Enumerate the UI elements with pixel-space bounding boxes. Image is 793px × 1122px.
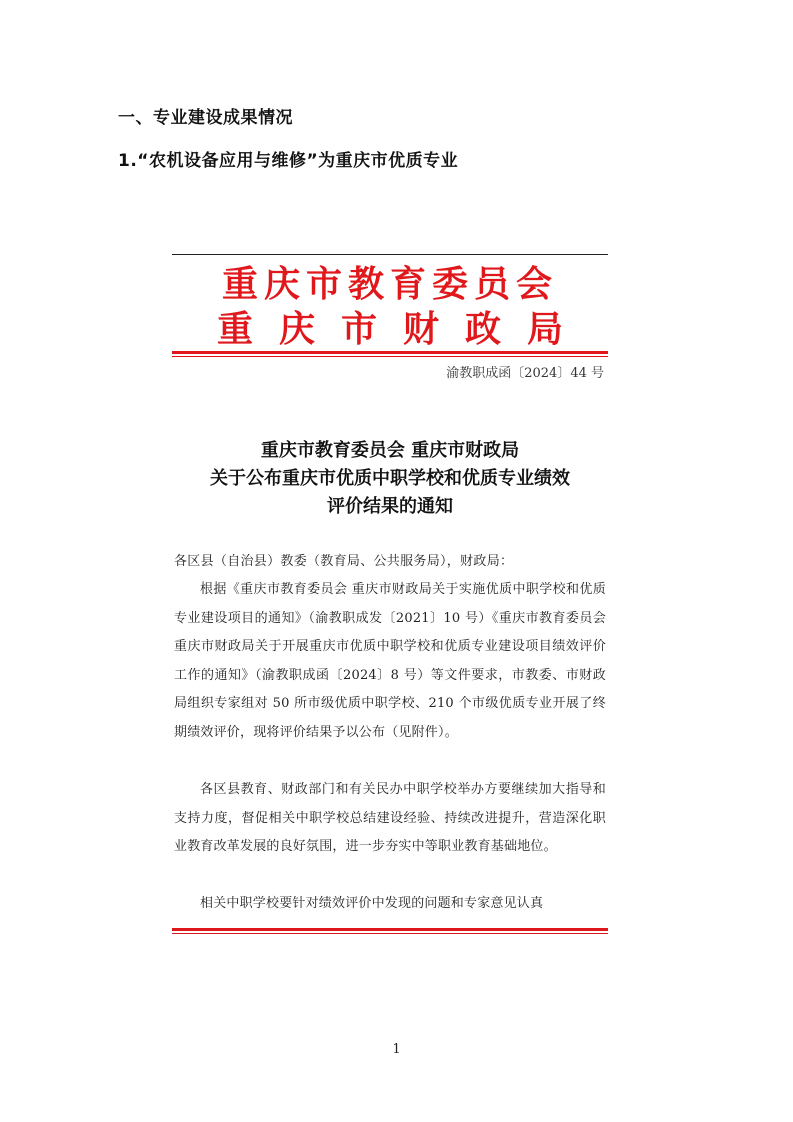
section-heading: 一、专业建设成果情况 bbox=[118, 108, 293, 128]
bottom-red-line-thick bbox=[172, 928, 608, 931]
salutation: 各区县（自治县）教委（教育局、公共服务局），财政局： bbox=[174, 554, 514, 569]
bottom-red-line-thin bbox=[172, 933, 608, 934]
embedded-document-image bbox=[172, 254, 608, 936]
document-number: 渝教职成函〔2024〕44 号 bbox=[446, 366, 604, 381]
paragraph-1: 根据《重庆市教育委员会 重庆市财政局关于实施优质中职学校和优质专业建设项目的通知》（渝教职成发〔2021〕10 号）《重庆市教育委员会 重庆市财政局关于开展重庆市优质中职学校和优质专业建设项目绩效评价工作的通知》（渝教职成函〔2024〕8 号）等文件要求，市教委、市财政局组织专家组对 50 所市级优质中职学校、210 个市级优质专业开展了终期绩效评价，现将评价结果予以公布（见附件）。 bbox=[174, 582, 606, 740]
notice-title-line-3: 评价结果的通知 bbox=[327, 496, 453, 517]
paragraph-3: 相关中职学校要针对绩效评价中发现的问题和专家意见认真 bbox=[200, 896, 544, 911]
issuer-line-2: 重庆市财政局 bbox=[216, 308, 589, 350]
top-rule bbox=[172, 254, 608, 255]
red-divider-thin bbox=[172, 356, 608, 357]
page-number: 1 bbox=[392, 1042, 401, 1057]
notice-title-line-1: 重庆市教育委员会 重庆市财政局 bbox=[260, 440, 520, 461]
issuer-line-1: 重庆市教育委员会 bbox=[221, 263, 558, 305]
paragraph-2: 各区县教育、财政部门和有关民办中职学校举办方要继续加大指导和支持力度，督促相关中职学校总结建设经验、持续改进提升，营造深化职业教育改革发展的良好氛围，进一步夯实中等职业教育基础地位。 bbox=[174, 782, 606, 855]
subsection-heading: 1.“农机设备应用与维修”为重庆市优质专业 bbox=[118, 151, 459, 171]
red-divider-thick bbox=[172, 351, 608, 354]
notice-title-line-2: 关于公布重庆市优质中职学校和优质专业绩效 bbox=[210, 468, 570, 489]
